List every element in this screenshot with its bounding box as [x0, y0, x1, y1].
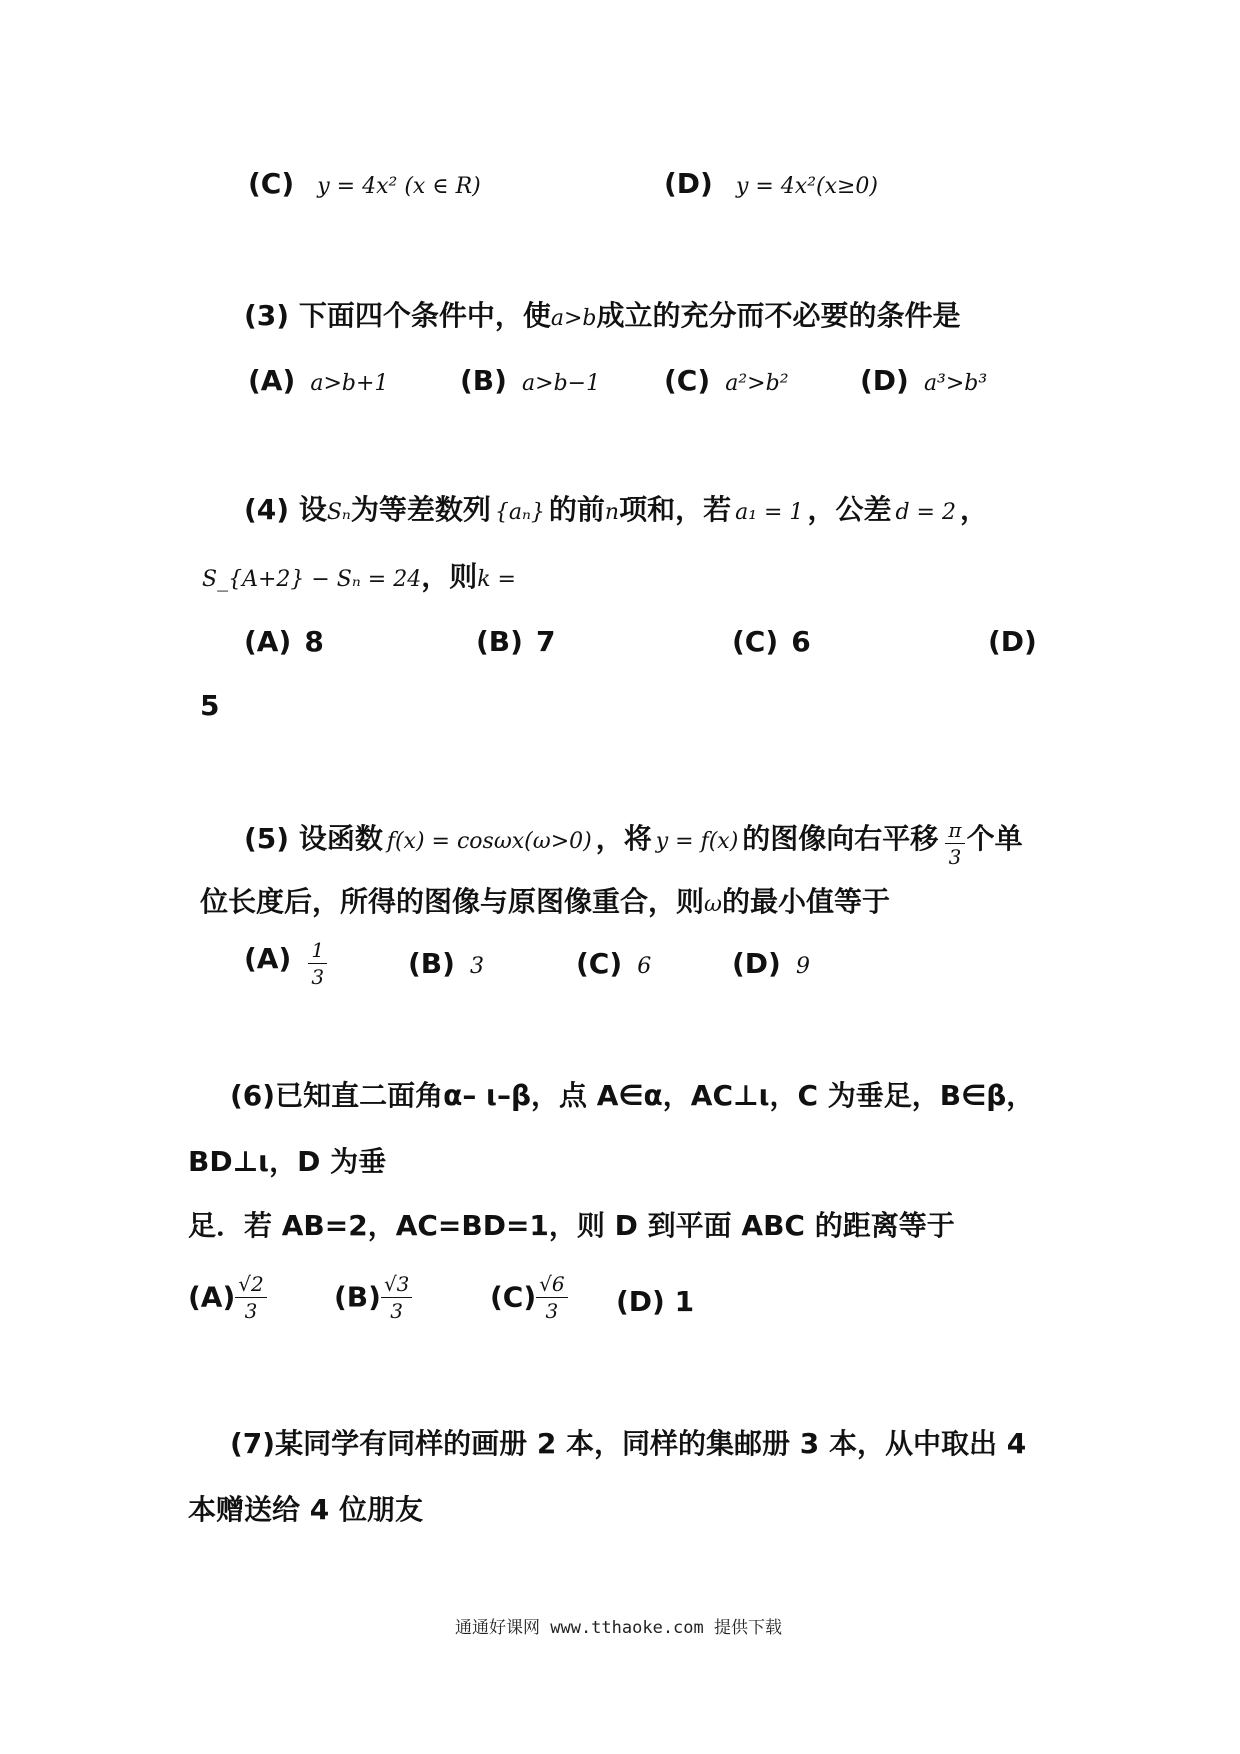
q4-math-a1: a₁ = 1: [735, 500, 804, 525]
q5-line2-text: 位长度后，所得的图像与原图像重合，则: [200, 885, 705, 918]
q5-option-label: (D): [732, 947, 781, 980]
q5-text-2: ，将: [595, 822, 652, 855]
q4-math-an: {aₙ}: [494, 500, 545, 525]
q4-text-1: (4) 设: [244, 493, 327, 526]
q4-option-d-value: [200, 689, 220, 722]
q7-line2: 本赠送给 4 位朋友: [188, 1493, 423, 1526]
q3-option-label: (C): [664, 364, 711, 397]
q5-option-label: (A): [244, 942, 292, 975]
q4-option-d-wrapped-value: 5: [200, 689, 220, 722]
q5-option-label: (C): [576, 947, 623, 980]
q5-option-a-den: 3: [311, 965, 325, 989]
q4-line2: [202, 560, 516, 593]
q4-math-n: n: [604, 500, 620, 525]
q3-stem-math: a>b: [550, 306, 597, 331]
option-c-label: (C): [248, 167, 295, 200]
q6-option-a-fraction: [235, 1274, 266, 1321]
q4-text-6: ，: [959, 493, 988, 526]
q4-math-d: d = 2: [895, 500, 956, 525]
q3-option-c: [664, 364, 789, 397]
q4-option-a: [244, 625, 324, 658]
q5-text-1: (5) 设函数: [244, 822, 383, 855]
q5-option-a-num: 1: [308, 940, 327, 964]
q4-option-label: (B): [476, 625, 523, 658]
q3-stem-suffix: 成立的充分而不必要的条件是: [596, 299, 961, 332]
q4-option-label: (C): [732, 625, 779, 658]
q3-option-math: a>b+1: [310, 371, 389, 396]
q5-option-value: 6: [637, 954, 652, 979]
q6-line3: 足．若 AB=2，AC=BD=1，则 D 到平面 ABC 的距离等于: [188, 1209, 955, 1242]
q5-option-value: 9: [795, 954, 810, 979]
q6-option-c: [490, 1274, 568, 1321]
q3-option-math: a>b−1: [522, 371, 601, 396]
q5-line2-suffix: 的最小值等于: [721, 885, 890, 918]
q4-option-value: 8: [304, 625, 324, 658]
q6-option-c-num: √6: [536, 1274, 567, 1298]
q5-text-4: 个单: [966, 822, 1023, 855]
q5-option-c: [576, 947, 652, 980]
q5-math-y: y = f(x): [655, 829, 739, 854]
q5-option-a: [244, 940, 327, 987]
q4-text-2: 为等差数列: [350, 493, 491, 526]
q5-math-omega: ω: [704, 892, 722, 917]
q4-text-4: 项和，若: [619, 493, 732, 526]
q5-fraction-den: 3: [948, 845, 962, 869]
q3-option-math: a²>b²: [725, 371, 789, 396]
q4-math-sn: Sₙ: [326, 500, 351, 525]
option-d-row: [664, 167, 879, 200]
q4-option-d: [988, 625, 1037, 658]
q3-option-d: [860, 364, 988, 397]
q4-option-label: (D): [988, 625, 1037, 658]
q6-option-c-den: 3: [545, 1299, 559, 1323]
page-footer: 通通好课网 www.tthaoke.com 提供下载: [455, 1618, 782, 1638]
q5-fraction: [945, 820, 964, 867]
q4-option-b: [476, 625, 556, 658]
q6-line2: BD⊥ι，D 为垂: [188, 1145, 387, 1178]
option-c-math: y = 4x² (x ∈ R): [317, 174, 481, 199]
q6-option-c-fraction: [536, 1274, 567, 1321]
q3-option-a: [248, 364, 389, 397]
q3-option-label: (D): [860, 364, 909, 397]
q4-option-label: (A): [244, 625, 292, 658]
q6-option-label: (A): [188, 1280, 236, 1314]
q6-option-b-num: √3: [381, 1274, 412, 1298]
q6-option-b-fraction: [381, 1274, 412, 1321]
q4-text-3: 的前: [548, 493, 605, 526]
q6-line1: (6)已知直二面角α– ι–β，点 A∈α，AC⊥ι，C 为垂足，B∈β，: [230, 1079, 1035, 1112]
q4-option-c: [732, 625, 811, 658]
q5-option-label: (B): [408, 947, 455, 980]
q3-option-b: [460, 364, 601, 397]
q6-option-d: (D) 1: [616, 1285, 695, 1318]
q5-stem: [244, 820, 1023, 867]
q4-stem: [244, 493, 988, 526]
q5-option-value: 3: [470, 954, 485, 979]
q5-option-d: [732, 947, 810, 980]
q3-option-label: (B): [460, 364, 507, 397]
q5-option-a-fraction: [308, 940, 327, 987]
q6-option-a-num: √2: [235, 1274, 266, 1298]
q6-option-label: (C): [490, 1280, 537, 1314]
q5-line2: [200, 885, 890, 918]
q7-line1: (7)某同学有同样的画册 2 本，同样的集邮册 3 本，从中取出 4: [230, 1427, 1027, 1460]
q4-math-diff: S_{A+2} − Sₙ = 24: [202, 567, 422, 592]
q3-option-math: a³>b³: [923, 371, 988, 396]
q6-option-b: [334, 1274, 412, 1321]
q4-then: ，则: [421, 560, 478, 593]
q4-option-value: 6: [791, 625, 811, 658]
q6-option-b-den: 3: [390, 1299, 404, 1323]
q3-option-label: (A): [248, 364, 296, 397]
option-d-math: y = 4x²(x≥0): [735, 174, 879, 199]
q4-text-5: ，公差: [807, 493, 892, 526]
q6-option-a: [188, 1274, 267, 1321]
option-c-row: [248, 167, 481, 200]
q4-option-value: 7: [536, 625, 556, 658]
q5-fraction-num: π: [945, 820, 964, 844]
q5-math-f: f(x) = cosωx(ω>0): [386, 829, 592, 854]
q4-math-k: k =: [477, 567, 516, 592]
q5-option-b: [408, 947, 485, 980]
option-d-label: (D): [664, 167, 713, 200]
q3-stem: [244, 299, 961, 332]
q6-option-label: (B): [334, 1280, 381, 1314]
q5-text-3: 的图像向右平移: [742, 822, 939, 855]
q3-stem-prefix: (3) 下面四个条件中，使: [244, 299, 551, 332]
q6-option-a-den: 3: [244, 1299, 258, 1323]
